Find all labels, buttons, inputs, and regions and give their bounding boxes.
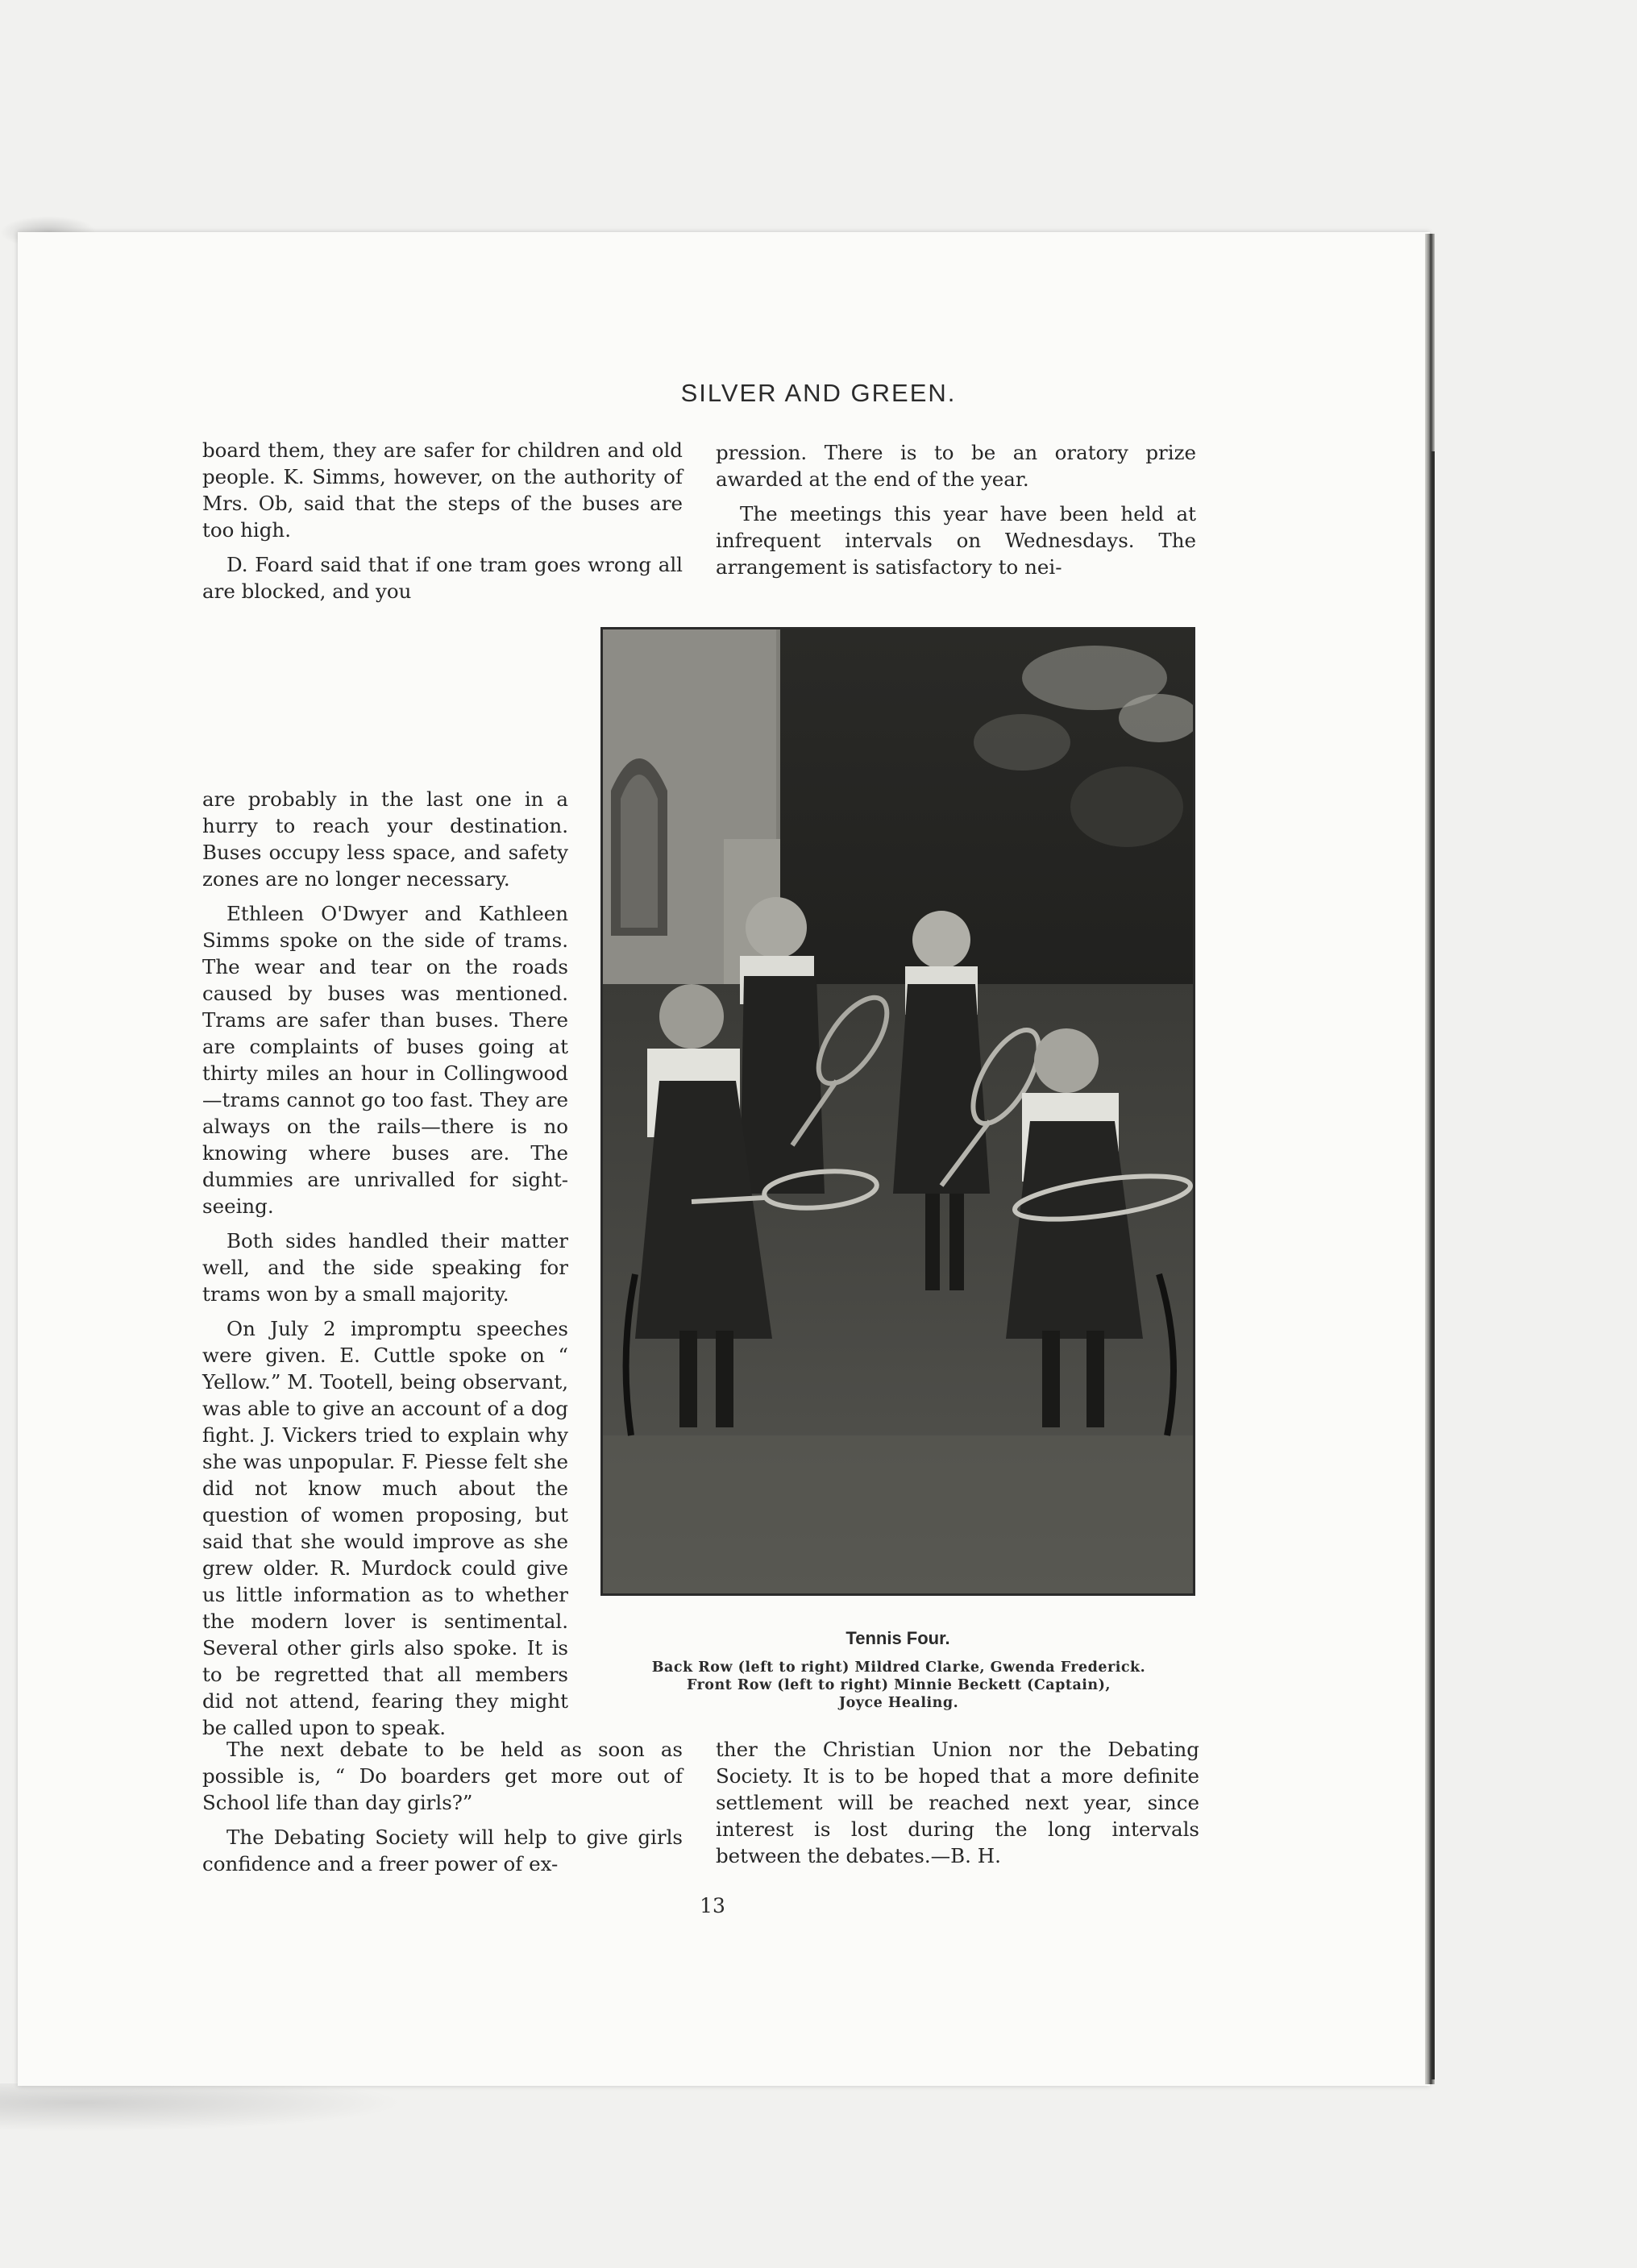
right-column-bottom: [716, 1736, 1199, 1877]
left-column-bottom: [202, 1736, 683, 1885]
page-binding-shadow: [1431, 451, 1435, 2079]
paragraph: Both sides handled their matter well, and the side speaking for trams won by a small majority.: [202, 1229, 568, 1306]
photo-caption-title: Tennis Four.: [846, 1628, 950, 1648]
photo-illustration: [603, 629, 1193, 1593]
caption-line: Joyce Healing.: [838, 1695, 959, 1711]
paragraph: board them, they are safer for children and old people. K. Simms, however, on the authority of Mrs. Ob, said that the steps of the buses are too high.: [202, 438, 683, 542]
caption-line: Front Row (left to right) Minnie Beckett (Captain),: [686, 1677, 1111, 1693]
right-column-top: [716, 439, 1196, 588]
paragraph: The Debating Society will help to give girls confidence and a freer power of ex-: [202, 1826, 683, 1875]
paragraph: The next debate to be held as soon as possible is, “ Do boarders get more out of School life than day girls?”: [202, 1738, 683, 1814]
paragraph: Ethleen O'Dwyer and Kathleen Simms spoke on the side of trams. The wear and tear on the roads caused by buses was mentioned. Trams are safer than buses. There are complaints of buses going at thirty miles an hour in Collingwood—trams cannot go too fast. They are always on the rails—there is no knowing where buses are. The dummies are unrivalled for sight-seeing.: [202, 902, 568, 1218]
paragraph: On July 2 impromptu speeches were given. E. Cuttle spoke on “ Yellow.” M. Tootell, being observant, was able to give an account of a dog fight. J. Vickers tried to explain why she was unpopular. F. Piesse felt she did not know much about the question of women proposing, but said that she would improve as she grew older. R. Murdock could give us little information as to whether the modern lover is sentimental. Several other girls also spoke. It is to be regretted that all members did not attend, fearing they might be called upon to speak.: [202, 1317, 568, 1739]
left-column-narrow: [202, 786, 568, 1749]
paragraph: ther the Christian Union nor the Debating Society. It is to be hoped that a more definite settlement will be reached next year, since interest is lost during the long intervals between the debates.—B. H.: [716, 1738, 1199, 1867]
caption-line: Back Row (left to right) Mildred Clarke, Gwenda Frederick.: [651, 1659, 1146, 1676]
running-head: SILVER AND GREEN.: [680, 379, 957, 407]
paragraph: The meetings this year have been held at infrequent intervals on Wednesdays. The arrangement is satisfactory to nei-: [716, 502, 1196, 579]
left-column-top: [202, 437, 683, 613]
scan-smudge: [0, 2083, 403, 2132]
page-number: 13: [700, 1894, 725, 1917]
tennis-team-photo: [600, 627, 1195, 1596]
paragraph: are probably in the last one in a hurry to reach your destination. Buses occupy less space, and safety zones are no longer necessary.: [202, 787, 568, 891]
paragraph: D. Foard said that if one tram goes wrong all are blocked, and you: [202, 553, 683, 603]
paragraph: pression. There is to be an oratory prize awarded at the end of the year.: [716, 441, 1196, 491]
photo-caption: [606, 1659, 1191, 1712]
